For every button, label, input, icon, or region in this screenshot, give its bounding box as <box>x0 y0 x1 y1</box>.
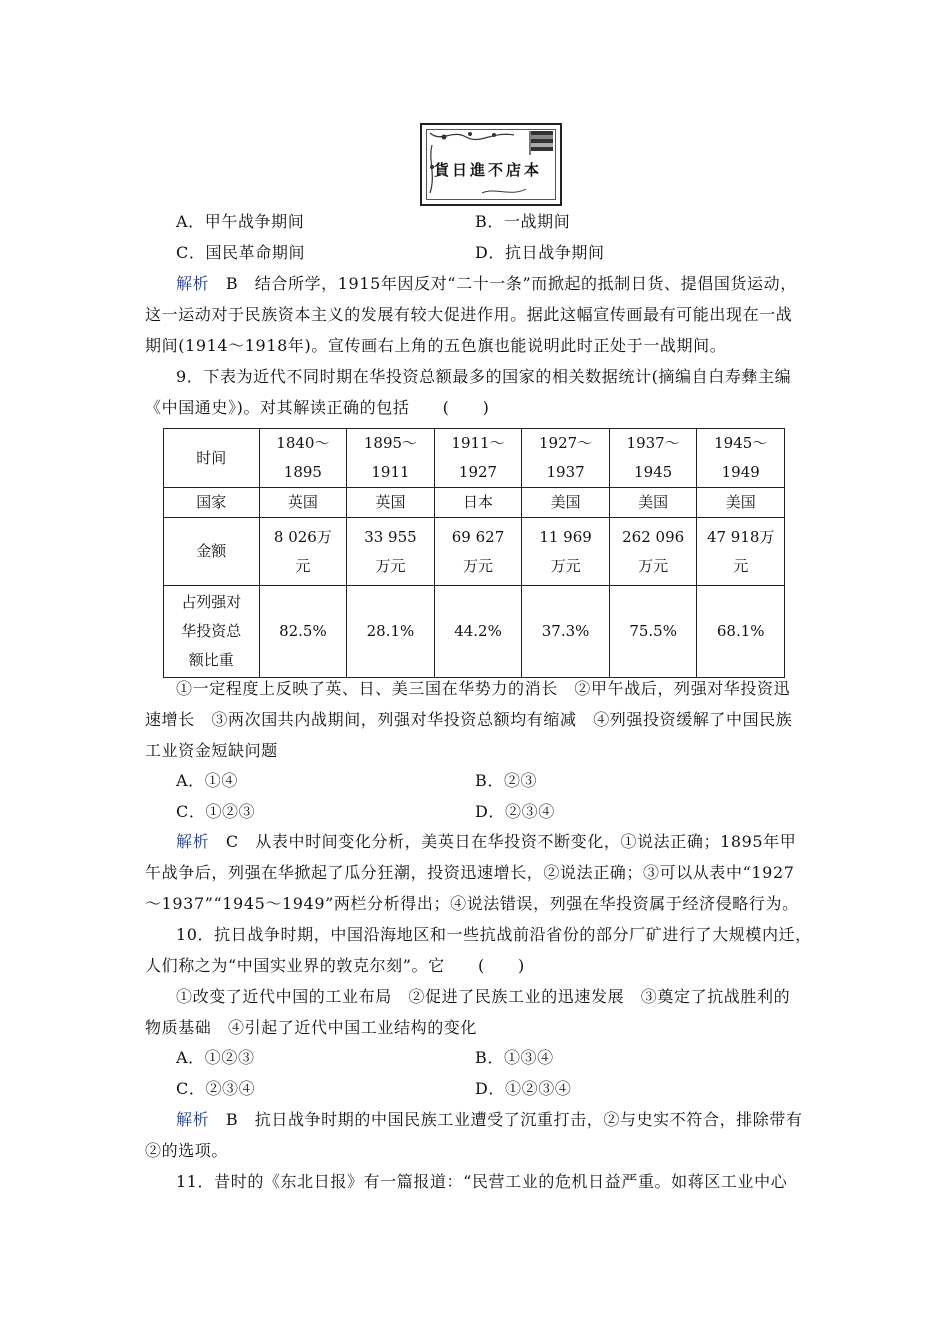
analysis-label: 解析 <box>176 832 210 851</box>
q9-statements-line3: 工业资金短缺问题 <box>145 741 278 760</box>
q10-option-b: B．①③④ <box>475 1048 554 1067</box>
table-cell: 1840～ 1895 <box>259 429 347 488</box>
q10-statements-line2: 物质基础 ④引起了近代中国工业结构的变化 <box>145 1018 478 1037</box>
table-cell: 英国 <box>347 488 435 518</box>
q9-analysis-line3: ～1937”“1945～1949”两栏分析得出；④说法错误，列强在华投资属于经济侵略行为。 <box>145 894 799 913</box>
q8-analysis-line2: 这一运动对于民族资本主义的发展有较大促进作用。据此这幅宣传画最有可能出现在一战 <box>145 305 793 324</box>
table-cell: 美国 <box>697 488 785 518</box>
row-label-time: 时间 <box>164 429 260 488</box>
row-label-share: 占列强对 华投资总 额比重 <box>164 586 260 678</box>
q8-option-d: D．抗日战争期间 <box>475 243 605 262</box>
analysis-text: 从表中时间变化分析，美英日在华投资不断变化，①说法正确；1895年甲 <box>255 832 797 851</box>
q8-option-a: A．甲午战争期间 <box>176 212 305 231</box>
analysis-answer: C <box>225 832 239 851</box>
table-cell: 11 969 万元 <box>522 518 610 586</box>
table-row <box>164 518 785 586</box>
table-cell: 美国 <box>522 488 610 518</box>
poster-slogan: 貨日進不店本 <box>434 161 543 179</box>
analysis-answer: B <box>225 274 239 293</box>
q8-analysis-line1 <box>176 274 797 294</box>
q8-option-b: B．一战期间 <box>475 212 571 231</box>
analysis-label: 解析 <box>176 1110 210 1129</box>
q10-analysis-line2: ②的选项。 <box>145 1141 229 1160</box>
q10-option-c: C．②③④ <box>176 1079 256 1098</box>
table-row <box>164 586 785 678</box>
table-cell: 37.3% <box>522 586 610 678</box>
table-cell: 1895～ 1911 <box>347 429 435 488</box>
table-cell: 1911～ 1927 <box>434 429 522 488</box>
table-cell: 44.2% <box>434 586 522 678</box>
q10-stem-line2: 人们称之为“中国实业界的敦克尔刻”。它 ( ) <box>145 956 525 975</box>
q9-option-c: C．①②③ <box>176 802 256 821</box>
q9-option-b: B．②③ <box>475 771 538 790</box>
table-cell: 75.5% <box>609 586 697 678</box>
q9-analysis-line1 <box>176 832 796 852</box>
table-row <box>164 488 785 518</box>
table-cell: 68.1% <box>697 586 785 678</box>
table-cell: 日本 <box>434 488 522 518</box>
table-cell: 英国 <box>259 488 347 518</box>
table-cell: 47 918万 元 <box>697 518 785 586</box>
q10-analysis-line1 <box>176 1110 803 1130</box>
q9-stem-line2: 《中国通史》)。对其解读正确的包括 ( ) <box>145 398 490 417</box>
q10-stem-line1: 10．抗日战争时期，中国沿海地区和一些抗战前沿省份的部分厂矿进行了大规模内迁， <box>176 925 812 944</box>
q9-statements-line1: ①一定程度上反映了英、日、美三国在华势力的消长 ②甲午战后，列强对华投资迅 <box>176 679 791 698</box>
q8-analysis-line3: 期间(1914～1918年)。宣传画右上角的五色旗也能说明此时正处于一战期间。 <box>145 336 727 355</box>
five-color-flag-icon <box>530 131 553 155</box>
q9-option-a: A．①④ <box>176 771 238 790</box>
table-cell: 33 955 万元 <box>347 518 435 586</box>
table-cell: 262 096 万元 <box>609 518 697 586</box>
table-cell: 1927～ 1937 <box>522 429 610 488</box>
q9-stem-line1: 9．下表为近代不同时期在华投资总额最多的国家的相关数据统计(摘编自白寿彝主编 <box>176 367 792 386</box>
analysis-label: 解析 <box>176 274 210 293</box>
table-cell: 1945～ 1949 <box>697 429 785 488</box>
table-row <box>164 429 785 488</box>
row-label-amount: 金额 <box>164 518 260 586</box>
analysis-answer: B <box>225 1110 239 1129</box>
q8-option-c: C．国民革命期间 <box>176 243 306 262</box>
q10-option-a: A．①②③ <box>176 1048 255 1067</box>
table-cell: 8 026万 元 <box>259 518 347 586</box>
q9-option-d: D．②③④ <box>475 802 555 821</box>
table-cell: 69 627 万元 <box>434 518 522 586</box>
analysis-text: 结合所学，1915年因反对“二十一条”而掀起的抵制日货、提倡国货运动， <box>254 274 797 293</box>
investment-table <box>163 428 785 678</box>
q11-stem-line1: 11．昔时的《东北日报》有一篇报道：“民营工业的危机日益严重。如蒋区工业中心 <box>176 1172 788 1191</box>
propaganda-poster-image <box>420 123 562 206</box>
q10-option-d: D．①②③④ <box>475 1079 572 1098</box>
table-cell: 美国 <box>609 488 697 518</box>
q9-analysis-line2: 午战争后，列强在华掀起了瓜分狂潮，投资迅速增长，②说法正确；③可以从表中“1927 <box>145 863 795 882</box>
q10-statements-line1: ①改变了近代中国的工业布局 ②促进了民族工业的迅速发展 ③奠定了抗战胜利的 <box>176 987 791 1006</box>
table-cell: 82.5% <box>259 586 347 678</box>
analysis-text: 抗日战争时期的中国民族工业遭受了沉重打击，②与史实不符合，排除带有 <box>254 1110 803 1129</box>
table-cell: 1937～ 1945 <box>609 429 697 488</box>
q9-statements-line2: 速增长 ③两次国共内战期间，列强对华投资总额均有缩减 ④列强投资缓解了中国民族 <box>145 710 793 729</box>
table-cell: 28.1% <box>347 586 435 678</box>
row-label-country: 国家 <box>164 488 260 518</box>
